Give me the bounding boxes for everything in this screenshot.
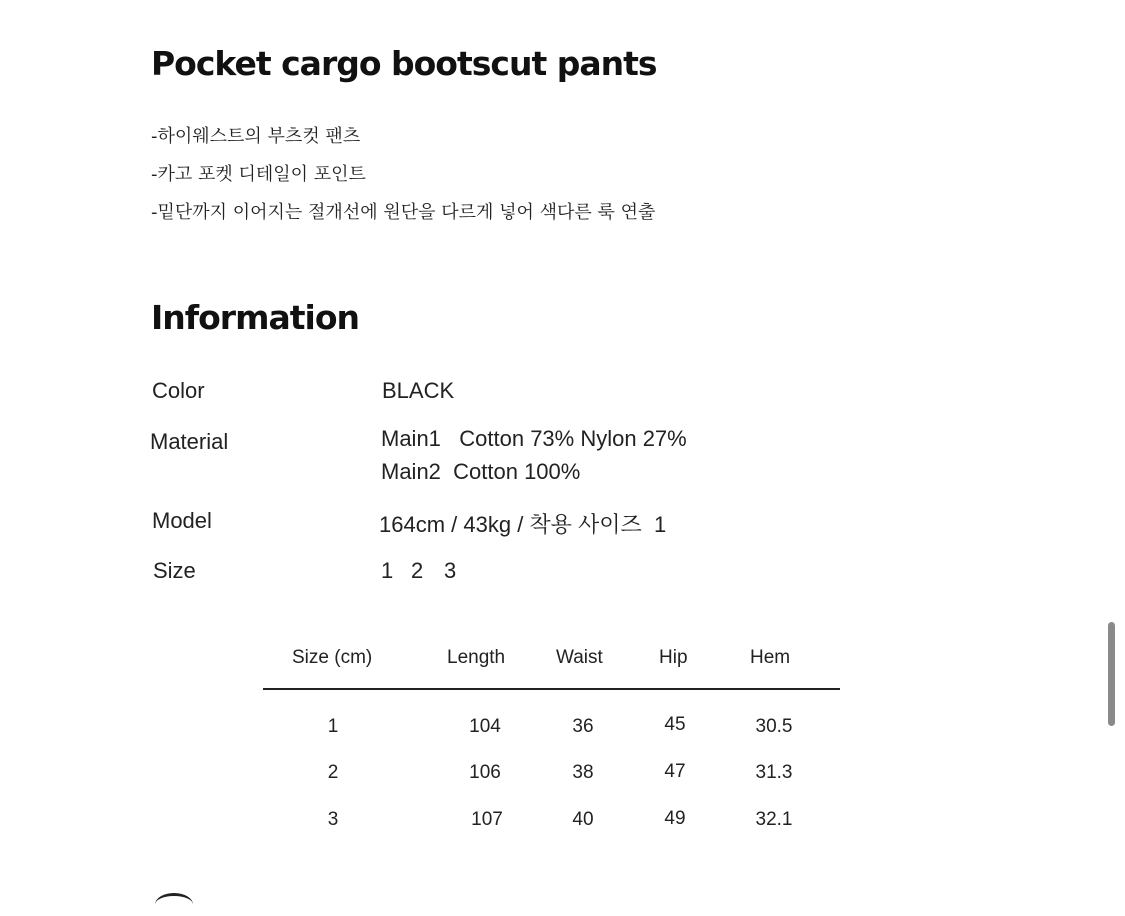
table-header-waist: Waist (556, 647, 603, 668)
table-header-hem: Hem (750, 647, 791, 668)
table-cell: 40 (572, 809, 594, 830)
color-label: Color (152, 378, 205, 403)
table-cell: 47 (664, 761, 686, 782)
description-line: -카고 포켓 디테일이 포인트 (151, 164, 366, 185)
table-cell: 104 (469, 716, 501, 737)
table-divider (263, 688, 840, 690)
table-cell: 38 (572, 762, 594, 783)
size-option-1: 1 (381, 558, 394, 583)
product-title: Pocket cargo bootscut pants (151, 44, 657, 83)
table-cell: 1 (327, 716, 339, 737)
table-header-size: Size (cm) (292, 647, 373, 668)
table-header-length: Length (447, 647, 506, 668)
description-line: -하이웨스트의 부츠컷 팬츠 (151, 126, 361, 147)
scrollbar[interactable] (1108, 622, 1115, 726)
material-label: Material (150, 429, 229, 454)
table-cell: 107 (471, 809, 503, 830)
table-cell: 36 (572, 716, 594, 737)
table-cell: 3 (327, 809, 339, 830)
table-cell: 31.3 (755, 762, 793, 783)
next-section-cutoff (155, 893, 193, 916)
information-heading: Information (151, 298, 359, 337)
size-label: Size (153, 558, 196, 583)
model-label: Model (152, 508, 212, 533)
table-cell: 49 (664, 808, 686, 829)
model-value: 164cm / 43kg / 착용 사이즈 1 (379, 512, 667, 537)
table-cell: 2 (327, 762, 339, 783)
material-value-main1: Main1 Cotton 73% Nylon 27% (381, 426, 687, 451)
color-value: BLACK (382, 378, 455, 403)
size-option-3: 3 (444, 558, 457, 583)
table-cell: 106 (469, 762, 501, 783)
table-header-hip: Hip (659, 647, 688, 668)
table-cell: 30.5 (755, 716, 793, 737)
table-cell: 32.1 (755, 809, 793, 830)
material-value-main2: Main2 Cotton 100% (381, 459, 581, 484)
description-line: -밑단까지 이어지는 절개선에 원단을 다르게 넣어 색다른 룩 연출 (151, 202, 656, 223)
product-description (151, 124, 655, 238)
size-option-2: 2 (411, 558, 424, 583)
table-cell: 45 (664, 714, 686, 735)
